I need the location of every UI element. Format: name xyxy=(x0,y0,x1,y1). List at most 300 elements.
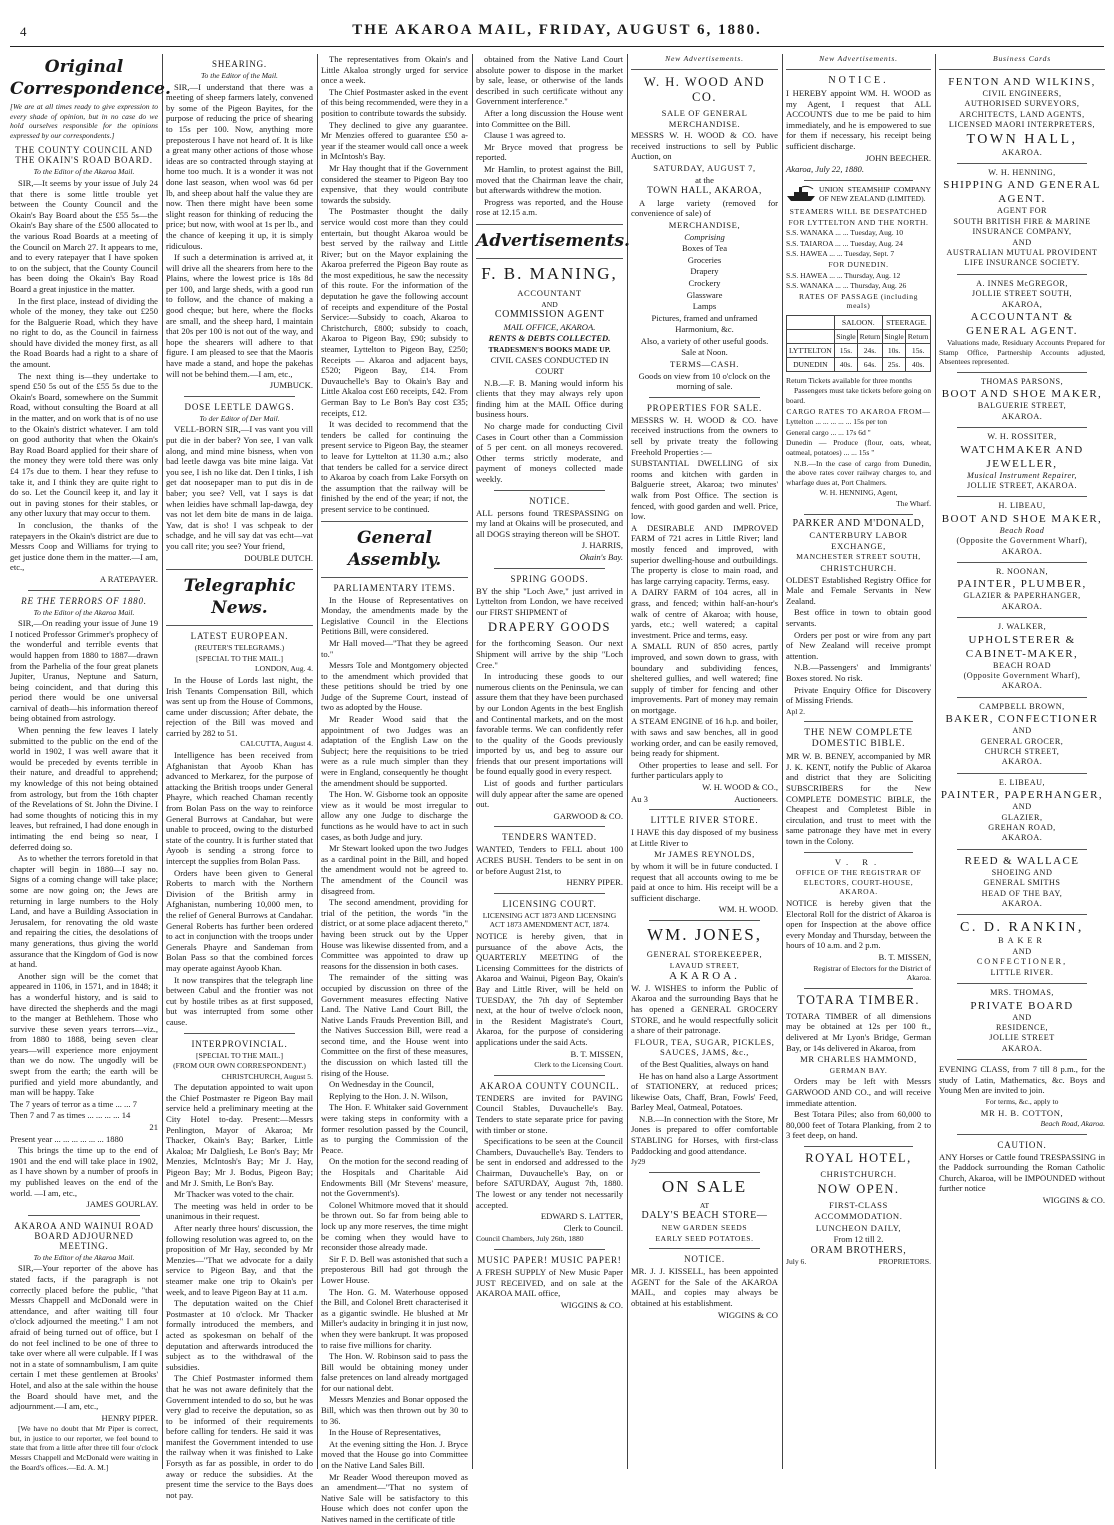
business-card xyxy=(939,75,1105,158)
card-line: BAKER xyxy=(998,936,1046,946)
table-header-cell: Return xyxy=(858,329,883,343)
card-line: UPHOLSTERER & CABINET-MAKER, xyxy=(965,633,1079,660)
letter-salutation: To the Editor of the Akaroa Mail. xyxy=(33,607,135,617)
card-line: GREHAN ROAD, xyxy=(988,823,1056,833)
card-line: CONFECTIONER, xyxy=(976,957,1068,967)
ad-date: Jy29 xyxy=(631,1157,646,1167)
divider xyxy=(28,590,140,591)
column-divider xyxy=(935,54,936,1469)
card-line: BAKER, CONFECTIONER xyxy=(945,713,1099,726)
divider xyxy=(804,721,913,722)
table-header-cell xyxy=(787,329,835,343)
ad-paragraph: He has on hand also a Large Assortment of STATIONERY, at reduced prices; likewise Oats, Chaff, Bran, Fowls' Feed, Barley Meal, Oatmeal, Potatoes. xyxy=(631,1070,778,1113)
news-paragraph: The second amendment, providing for trial of the petition, the words "in the district, or at some place adjacent thereto," having been struck out by the Upper House was likewise dissented from, and a Committee was appointed to draw up reasons for the dissension in both cases. xyxy=(321,897,468,971)
ad-line: AND xyxy=(541,299,558,309)
business-name: CAMPBELL BROWN, xyxy=(979,701,1065,711)
sailing-line: S.S. WANAKA ... ... Thursday, Aug. 26 xyxy=(786,281,907,291)
ad-line: Mr JAMES REYNOLDS, xyxy=(654,849,755,860)
cargo-rate: Dunedin — Produce (flour, oats, wheat, oatmeal, potatoes) ... ... 15s " xyxy=(786,438,931,458)
business-name: H. LIBEAU, xyxy=(998,501,1046,511)
dateline: CALCUTTA, August 4. xyxy=(240,739,313,749)
column-1 xyxy=(10,54,171,1472)
calculation-line: Present year ... ... ... ... ... ... 1880 xyxy=(10,1133,124,1144)
ad-line: MERCHANDISE, xyxy=(668,219,741,230)
letter-paragraph: In conclusion, the thanks of the ratepayers in the Okain's district are due to Messrs Coop and Williams for trying to get justice done them in the matter.—I am, etc., xyxy=(10,519,158,573)
steamship-icon xyxy=(786,186,816,202)
ad-paragraph: Best office in town to obtain good servants. xyxy=(786,607,931,628)
card-line: AKAROA. xyxy=(1001,757,1043,767)
ad-heading: LICENSING COURT. xyxy=(502,898,597,909)
letter-title: RE THE TERRORS OF 1880. xyxy=(21,595,147,606)
sale-item: Drapery xyxy=(690,266,719,277)
ad-heading: LITTLE RIVER STORE. xyxy=(650,815,759,826)
letter-signature: DOUBLE DUTCH. xyxy=(244,552,313,563)
ad-paragraph: Orders may be left with Messrs GARWOOD AND CO., and will receive immediate attention. xyxy=(786,1076,931,1108)
ad-signature: EDWARD S. LATTER, xyxy=(540,1211,623,1222)
ad-line: EARLY SEED POTATOES. xyxy=(655,1233,754,1243)
column-header: New Advertisements. xyxy=(819,54,898,63)
news-paragraph: The remainder of the sitting was occupied by discussion on three of the Government measures effecting Native Land. The Native Land Court Bill, the Native Lands Frauds Prevention Bill, and the Natives Succession Bill, were read a second time, and the House went into Committee on the first of these measures, the discussion on which lasted till the rising of the House. xyxy=(321,972,468,1078)
table-cell: 64s. xyxy=(858,357,883,371)
news-paragraph: Mr Hay thought that if the Government considered the steamer to Pigeon Bay too expensive, that they would contribute towards the subsidy. xyxy=(321,162,468,205)
ad-line: Return Tickets available for three months xyxy=(786,375,912,385)
divider xyxy=(957,983,1087,984)
card-line: GLAZIER, xyxy=(1001,812,1043,822)
table-cell: 40s. xyxy=(906,357,931,371)
ad-signature: The Wharf. xyxy=(896,499,931,508)
divider xyxy=(957,697,1087,698)
table-cell: LYTTELTON xyxy=(787,343,835,357)
card-line: AKAROA. xyxy=(1001,899,1043,909)
sale-item: Boxes of Tea xyxy=(681,243,728,254)
ad-line: STEAMERS WILL BE DESPATCHED xyxy=(789,206,928,216)
card-line: ARCHITECTS, LAND AGENTS, xyxy=(959,109,1085,119)
card-line: LITTLE RIVER. xyxy=(990,967,1054,977)
sale-item: Glassware xyxy=(686,289,723,300)
card-line: AND xyxy=(1012,1012,1032,1022)
ad-paragraph: TOTARA TIMBER of all dimensions may be obtained at 12s per 100 ft., delivered at Mr Lyon's Bridge, German Bay, or 14s delivered in Akaroa, from xyxy=(786,1010,931,1053)
card-line: PRIVATE BOARD xyxy=(970,999,1074,1012)
news-paragraph: After a long discussion the House went into Committee on the Bill. xyxy=(476,107,623,129)
dateline: CHRISTCHURCH, August 5. xyxy=(221,1071,313,1081)
letter-paragraph: The next thing is—they undertake to spend £50 5s out of the £55 5s due to the Okain's Board, somewhere on the Summit Road, without consulting the Board at all in the matter, and on work that is of no use to the Okain's district whatever. I am told on good authority that when the Okain's Bay Road Board applied for their share of the money they were told there was only £4 17s due to them. I hear they refuse to take it, and I think they are quite right to do so. Let the Council keep it, and lay it out in paving stones for their stables, or any other luxury that may occur to them. xyxy=(10,370,158,519)
news-paragraph: In the House of Representatives on Monday, the amendments made by the Legislative Council in the Elections Petitions Bill, were considered. xyxy=(321,594,468,637)
letter-paragraph: VELL-BORN SIR,—I vas vant you vill put die in der baber? Yon see, I van valk along, and mind mine bisness, when von bad leetle dawga vas bite mine laiga. Vat you see, I ish no like dat. Den I tinks, I ish get dat noosepaper man to put dis in de baber; you see? Vell, vat I says is dat when leidies have schmall lap-dawga, dey vas not let dem bite de mans in de laiga. Yaw, dat is sho! I vas schpeak to der schadge, and he vill say dat vas echt—vat you call rite; you see? Your friend, xyxy=(166,424,313,551)
ad-line: From 12 till 2. xyxy=(833,1234,884,1245)
ad-paragraph: for the forthcoming Season. Our next Shipment will arrive by the ship "Loch Cree." xyxy=(476,638,623,670)
property-listing: SUBSTANTIAL DWELLING of six rooms and kitchen with garden in Balguerie street, Akaroa; two minutes' walk from Post Office. The section is fenced, with good garden and well. Price, low. xyxy=(631,458,778,522)
ad-paragraph: List of goods and further particulars will duly appear after the same are opened out. xyxy=(476,778,623,810)
royal-cipher: V. R. xyxy=(834,856,883,867)
ad-line: MR H. B. COTTON, xyxy=(980,1107,1064,1118)
news-paragraph: Messrs Menzies and Bonar opposed the Bill, which was then thrown out by 30 to to 36. xyxy=(321,1394,468,1426)
ad-paragraph: MESSRS W. H. WOOD & CO. have received instructions to sell by Public Auction, on xyxy=(631,130,778,162)
card-line: SHIPPING AND GENERAL AGENT. xyxy=(943,179,1101,206)
news-paragraph: After nearly three hours' discussion, the following resolution was agreed to, on the proposition of Mr Hay, seconded by Mr Menzies—"That we advocate for a daily service to Pigeon Bay, and that the steamer make one trip to Okain's per week, and to leave Pigeon Bay at 11 a.m. xyxy=(166,1223,313,1297)
ad-heading: PROPERTIES FOR SALE. xyxy=(646,402,763,413)
ad-heading: TENDERS WANTED. xyxy=(502,832,597,843)
business-card xyxy=(939,702,1105,768)
card-line: GLAZIER & PAPERHANGER, xyxy=(963,591,1081,601)
column-3 xyxy=(321,54,468,1524)
news-paragraph: At the evening sitting the Hon. J. Bryce moved that the House go into Committee on the Native Land Sales Bill. xyxy=(321,1438,468,1471)
business-card xyxy=(939,622,1105,692)
advertiser-name: W. H. WOOD AND CO. xyxy=(643,75,766,104)
ad-paragraph: Other properties to lease and sell. For further particulars apply to xyxy=(631,759,778,781)
ad-line: COMMISSION AGENT xyxy=(494,309,605,321)
ad-signature: Registrar of Electors for the District of Akaroa. xyxy=(813,963,931,983)
steamship-header xyxy=(786,185,931,204)
card-line: BALGUERIE STREET, xyxy=(977,401,1067,411)
ad-heading: OFFICE OF THE REGISTRAR OF ELECTORS, COURT-HOUSE, AKAROA. xyxy=(795,868,922,897)
ad-paragraph: ALL persons found TRESPASSING on my land at Okains will be prosecuted, and all DOGS straying thereon will be SHOT. xyxy=(476,507,623,539)
news-subheading: INTERPROVINCIAL. xyxy=(191,1038,288,1049)
ad-line: RENTS & DEBTS COLLECTED. xyxy=(488,333,611,344)
divider xyxy=(166,625,313,626)
news-source: [SPECIAL TO THE MAIL.] xyxy=(195,1050,284,1060)
ad-line: For terms, &c., apply to xyxy=(985,1096,1059,1106)
card-line: LICENSED MAORI INTERPRETERS, xyxy=(948,120,1096,130)
divider xyxy=(494,568,605,569)
divider xyxy=(28,1215,140,1216)
divider xyxy=(476,224,623,225)
business-name: C. D. RANKIN, xyxy=(960,920,1084,936)
ad-paragraph: A FRESH SUPPLY of New Music Paper JUST RECEIVED, and on sale at the AKAROA MAIL office, xyxy=(476,1267,623,1299)
card-line: CHURCH STREET, xyxy=(984,747,1060,756)
letter-title: SHEARING. xyxy=(212,59,267,69)
sailing-line: S.S. TAIAROA ... ... Tuesday, Aug. 24 xyxy=(786,238,903,248)
card-line: AND xyxy=(1012,726,1032,736)
ad-line: LICENSING ACT 1873 AND LICENSING ACT 1873 AMENDMENT ACT, 1874. xyxy=(482,910,617,930)
ad-heading: AKAROA COUNTY COUNCIL. xyxy=(479,1080,620,1091)
card-line: AUTHORISED SURVEYORS, xyxy=(964,99,1080,109)
column-divider xyxy=(162,54,163,1469)
sailing-line: S.S. HAWEA ... ... Tuesday, Sept. 7 xyxy=(786,249,895,259)
sale-item: Lamps xyxy=(692,301,717,312)
ad-heading: NOTICE. xyxy=(684,1254,725,1265)
card-line: SHOEING AND xyxy=(991,867,1053,877)
card-line: BOOT AND SHOE MAKER, xyxy=(941,388,1103,401)
news-paragraph: On Wednesday in the Council, xyxy=(329,1079,434,1090)
table-cell: 10s. xyxy=(882,343,905,357)
news-paragraph: Mr Hamlin, to protest against the Bill, moved that the Chairman leave the chair, but afterwards withdrew the motion. xyxy=(476,163,623,196)
ad-heading: MUSIC PAPER! MUSIC PAPER! xyxy=(477,1255,622,1266)
table-cell: 25s. xyxy=(882,357,905,371)
business-name: THOMAS PARSONS, xyxy=(980,376,1064,386)
ad-line: CHRISTCHURCH. xyxy=(820,562,897,573)
ad-heading: SALE OF GENERAL MERCHANDISE. xyxy=(661,108,748,129)
divider xyxy=(957,496,1087,497)
news-source: (FROM OUR OWN CORRESPONDENT.) xyxy=(173,1061,306,1071)
table-header-cell: STEERAGE. xyxy=(882,315,930,329)
business-card xyxy=(939,432,1105,491)
card-line: Musical Instrument Repairer, xyxy=(967,470,1077,480)
ad-display-line: TOTARA TIMBER. xyxy=(796,992,921,1007)
letter-paragraph: Another sign will be the comet that appeared in 1106, in 1571, and in 1848; it has a wonderful history, and is said to have directed the shepherds and the magi to the manger at Bethlehem. Those who survive these seven years terrors—viz., from 1880 to 1888, being seven clear years—will experience more enjoyment than we do now. The ungodly will be swept from the earth; the earth will be purified and yield more abundantly, and man will be happy. Take xyxy=(10,970,158,1098)
letter-salutation: To the Editor of the Akaroa Mail. xyxy=(33,167,135,177)
divider xyxy=(957,163,1087,164)
column-4 xyxy=(476,54,630,1469)
ad-paragraph: Orders per post or wire from any part of New Zealand will receive prompt attention. xyxy=(786,629,931,661)
ad-line: GENERAL STOREKEEPER, xyxy=(646,948,763,959)
news-paragraph: The deputation waited on the Chief Postmaster at 10 o'clock. Mr Thacker formally introduced the members, and acted as spokesman on behalf of the deputation and afterwards introduced the subject as to the withdrawal of the subsidies. xyxy=(166,1298,313,1372)
ad-paragraph: EVENING CLASS, from 7 till 8 p.m., for the study of Latin, Mathematics, &c. Boys and Young Men are invited to join. xyxy=(939,1064,1105,1096)
advertiser-name: ROYAL HOTEL, xyxy=(805,1150,912,1165)
divider xyxy=(804,988,913,989)
ad-line: FOR LYTTELTON AND THE NORTH. xyxy=(788,217,929,227)
divider xyxy=(321,521,468,522)
card-line: HEAD OF THE BAY, xyxy=(981,888,1063,898)
ad-paragraph: I HAVE this day disposed of my business at Little River to xyxy=(631,827,778,848)
letter-signature: A RATEPAYER. xyxy=(99,573,158,584)
ad-signature: J. HARRIS, xyxy=(581,540,623,551)
section-heading-advertisements: Advertisements. xyxy=(476,230,630,251)
card-line: SOUTH BRITISH FIRE & MARINE INSURANCE COMPANY, xyxy=(953,216,1091,237)
column-divider xyxy=(627,54,628,1469)
ad-display-line: ON SALE xyxy=(661,1176,748,1196)
letter-signature: JAMES GOURLAY. xyxy=(86,1199,158,1210)
news-paragraph: Sir F. D. Bell was astonished that such a preposterous Bill had got through the Lower House. xyxy=(321,1253,468,1285)
ad-signature: HENRY PIPER. xyxy=(566,877,623,888)
news-paragraph: The Hon. W. Robinson said to pass the Bill would be obtaining money under false pretences on land already mortgaged for our national debt. xyxy=(321,1351,468,1393)
divider xyxy=(957,617,1087,618)
letter-salutation: To der Editor of Der Mail. xyxy=(199,413,280,423)
ad-paragraph: A large variety (removed for convenience of sale) of xyxy=(631,197,778,219)
card-line: AND xyxy=(1012,946,1032,956)
divider xyxy=(804,1146,913,1147)
editor-note: [We have no doubt that Mr Piper is correct, but, in justice to our reporter, we feel bound to state that from a little after three till four o'clock Messrs Chappell and McDonald were waiting in the Board's offices.—Ed. A. M.] xyxy=(10,1424,158,1472)
column-2 xyxy=(166,54,313,1500)
table-cell: 15s. xyxy=(906,343,931,357)
card-line: (Opposite Government Wharf), xyxy=(963,670,1081,680)
news-paragraph: Mr Reader Wood thereupon moved as an amendment—"That no system of Native Sale will be satisfactory to this House which does not confer upon the Natives named in the certificate of title xyxy=(321,1471,468,1524)
column-7 xyxy=(939,54,1105,1469)
sale-item: Groceries xyxy=(687,254,722,265)
property-listing: A DAIRY FARM of 104 acres, all in grass, and fenced; within half-an-hour's walk of centre of Akaroa; with house, yards, etc.; well watered; a capital investment. Price and terms, easy. xyxy=(631,587,778,640)
ad-line: of the Best Qualities, always on hand xyxy=(640,1058,769,1069)
letter-title: AKAROA AND WAINUI ROAD BOARD ADJOURNED MEETING. xyxy=(14,1220,154,1251)
news-paragraph: obtained from the Native Land Court absolute power to dispose in the market by sale, lease, or otherwise of the lands described in such certificate without any Government interference." xyxy=(476,54,623,107)
divider xyxy=(649,1172,760,1173)
card-line: AKAROA, xyxy=(1001,299,1043,309)
divider xyxy=(957,1134,1087,1135)
ad-line: Also, a variety of other useful goods. xyxy=(640,335,769,346)
card-line: JOLLIE STREET, AKAROA. xyxy=(967,480,1077,490)
ad-line: FLOUR, TEA, SUGAR, PICKLES, SAUCES, JAMS, &c., xyxy=(634,1036,775,1058)
divider xyxy=(649,397,760,398)
card-line: AGENT FOR xyxy=(996,206,1048,216)
news-paragraph: Mr Thacker was voted to the chair. xyxy=(174,1189,294,1200)
news-paragraph: They declined to give any guarantee. Mr Menzies offered to guarantee £50 a-year if the steamer would call once a week in McIntosh's Bay. xyxy=(321,119,468,162)
card-line: AND xyxy=(1012,802,1032,812)
divider xyxy=(494,826,605,827)
ad-heading: CAUTION. xyxy=(997,1139,1047,1150)
ad-signature: PROPRIETORS. xyxy=(878,1257,931,1267)
business-card xyxy=(939,854,1105,910)
ad-signature: GARWOOD & CO. xyxy=(553,810,623,821)
newspaper-title: THE AKAROA MAIL, FRIDAY, AUGUST 6, 1880. xyxy=(352,22,762,38)
card-line: GENERAL GROCER, xyxy=(980,736,1064,746)
ad-line: FOR DUNEDIN. xyxy=(828,259,889,269)
table-header-cell: Single xyxy=(834,329,857,343)
news-paragraph: Mr Hall moved—"That they be agreed to." xyxy=(321,637,468,659)
business-name: J. WALKER, xyxy=(997,622,1047,632)
card-line: AKAROA. xyxy=(1001,546,1043,556)
news-paragraph: The meeting was held in order to be unanimous in their request. xyxy=(166,1200,313,1222)
ad-paragraph: N.B.—Passengers' and Immigrants' Boxes stored. No risk. xyxy=(786,662,931,683)
passage-rates-table xyxy=(786,315,931,372)
ad-paragraph: MR. J. J. KISSELL, has been appointed AGENT for the Sale of the AKAROA MAIL, and copies may always be obtained at his establishment. xyxy=(631,1266,778,1308)
cargo-rate: General cargo ... ... 17s 6d " xyxy=(786,427,871,437)
divider xyxy=(957,562,1087,563)
card-line: ACCOUNTANT & GENERAL AGENT. xyxy=(966,311,1078,338)
divider xyxy=(957,773,1087,774)
letter-paragraph: As to whether the terrors foretold in that chapter will begin in 1880—I say no. Signs of a coming change will take place; some are now going on; the Jews are returning in large numbers to the Holy Land, and have a Building Association in Jerusalem, for renovating the old waste and repairing the cities, the desolations of many generations, thus giving the world assurance that the Kingdom of God is now at hand. xyxy=(10,853,158,970)
section-heading-assembly: General Assembly. xyxy=(347,527,442,570)
ad-line: RATES OF PASSAGE (including meals) xyxy=(798,291,919,311)
ad-display-line: DRAPERY GOODS xyxy=(488,620,611,635)
table-row xyxy=(787,329,931,343)
ad-paragraph: In introducing these goods to our numerous clients on the Peninsula, we can assure them that they have been purchased by our London Agents in the best English and Continental markets, and on the most favorable terms. We can confidently refer to the quality of the Goods previously imported by us, and beg to assure our friends that our present importations will be found equally good in every respect. xyxy=(476,671,623,777)
property-listing: A SMALL RUN of 850 acres, partly improved, and sown down to grass, with boundary and subdividing fences, sheltered gullies, and well watered; fine supply of timber for fencing and other improvements. Part of money may remain on mortgage. xyxy=(631,641,778,715)
card-line: JOLLIE STREET xyxy=(989,1033,1055,1043)
news-paragraph: Clause 1 was agreed to. xyxy=(484,130,566,141)
divider xyxy=(166,569,313,570)
news-source: [SPECIAL TO THE MAIL.] xyxy=(195,653,284,663)
ad-paragraph: N.B.—In connection with the Store, Mr Jones is prepared to offer comfortable STABLING for Horses, with first-class Paddocking and good attendance. xyxy=(631,1113,778,1156)
ad-paragraph: OLDEST Established Registry Office for Male and Female Servants in New Zealand. xyxy=(786,574,931,606)
card-line: AKAROA. xyxy=(1001,833,1043,843)
card-line: AKAROA. xyxy=(1001,147,1043,157)
card-line: Valuations made, Residuary Accounts Prepared for Stamp Office, Partnership Accounts adjusted, Absentees represented. xyxy=(939,338,1105,367)
divider xyxy=(786,69,931,70)
ad-date: July 6. xyxy=(786,1257,807,1267)
card-line: AUSTRALIAN MUTUAL PROVIDENT LIFE INSURANCE SOCIETY. xyxy=(946,248,1098,268)
sale-item: Crockery xyxy=(688,277,721,288)
ad-display-line: NOW OPEN. xyxy=(817,1182,900,1197)
ad-signature: W. H. WOOD & CO., xyxy=(702,782,778,793)
sailing-line: S.S. HAWEA ... ... Thursday, Aug. 12 xyxy=(786,270,901,280)
card-line: TOWN HALL, xyxy=(966,131,1078,147)
ad-signature: JOHN BEECHER. xyxy=(865,152,931,163)
card-line: (Opposite the Government Wharf), xyxy=(956,536,1088,546)
ad-signature: W. H. HENNING, Agent, xyxy=(819,488,898,498)
table-cell: 15s. xyxy=(834,343,857,357)
divider xyxy=(494,490,605,491)
ad-line: CHRISTCHURCH. xyxy=(820,1168,897,1179)
business-name: MRS. THOMAS, xyxy=(990,988,1054,998)
ad-line: AKAROA. xyxy=(669,970,740,983)
divider xyxy=(649,1248,760,1249)
divider xyxy=(184,1033,295,1034)
news-paragraph: Mr Stewart looked upon the two Judges as a cardinal point in the Bill, and hoped the amendment would not be agreed to. The amendment of the Council was disagreed from. xyxy=(321,843,468,896)
ad-signature: B. T. MISSEN, xyxy=(570,1048,623,1059)
editorial-disclaimer: [We are at all times ready to give expression to every shade of opinion, but in no case do we hold ourselves responsible for the opinions expressed by our correspondents.] xyxy=(10,102,158,140)
card-line: PAINTER, PAPERHANGER, xyxy=(940,789,1104,802)
ad-line: at the xyxy=(695,174,714,185)
card-line: AND xyxy=(1012,237,1032,247)
table-header-cell xyxy=(787,315,835,329)
column-divider xyxy=(317,54,318,1469)
letter-paragraph: If such a determination is arrived at, it will drive all the shearers from here to the Plains, where the lowest price is 18s 8d per 100, and large sheds, with a good run to follow, and the chance of making a good cheque; but here, where the flocks are small, and the sheep hard, I maintain that 20s per 100 is not out of the way, and hope the shearers will adhere to that figure. I am pleased to see that the Maoris have made a stand, and hope the pakehas will not be behind them.—I am, etc., xyxy=(166,252,313,379)
ad-heading: THE NEW COMPLETE DOMESTIC BIBLE. xyxy=(804,727,913,750)
letter-paragraph: When penning the few leaves I lately submitted to the public on the end of the world in 1902, I was well aware that it would be preceded by events terrible in their nature, and dreadful to apprehend; my knowledge of this not being obtained from astrology, but from the 16th chapter of the Revelations of St. John the Divine. I had some thoughts of noticing this in my leaves, but refrained, I had done enough in intimating the end being so near, I deferred doing so. xyxy=(10,725,158,852)
news-paragraph: The Hon. W. Gisborne took an opposite view as it would be most irregular to allow any one Judge to discharge the functions as he would have to act in such cases, as both Judge and jury. xyxy=(321,789,468,842)
ad-paragraph: Private Enquiry Office for Discovery of Missing Friends. xyxy=(786,684,931,706)
news-paragraph: In the House of Lords last night, the Irish Tenants Compensation Bill, which was sent up from the House of Commons, came under discussion; After debate, the rejection of the Bill was moved and carried by 282 to 51. xyxy=(166,674,313,738)
column-5 xyxy=(631,54,778,1469)
business-card xyxy=(939,279,1105,367)
ad-heading: NOTICE. xyxy=(529,495,570,506)
divider xyxy=(957,372,1087,373)
divider xyxy=(321,577,468,578)
table-cell: DUNEDIN xyxy=(787,357,835,371)
card-line: CIVIL ENGINEERS, xyxy=(982,89,1062,98)
section-heading-telegraphic: Telegraphic News. xyxy=(183,576,296,619)
ad-paragraph: Specifications to be seen at the Council Chambers, Duvauchelle's Bay. Tenders to be sent in endorsed and addressed to the Chairman, Duvauchelle's Bay, on or before SATURDAY, August 7th, 1880. The lowest or any tender not necessarily accepted. xyxy=(476,1136,623,1210)
card-line: PAINTER, PLUMBER, xyxy=(957,578,1087,591)
cargo-rate: Lyttelton ... ... ... ... ... 15s per ton xyxy=(786,417,888,427)
ad-line: Goods on view from 10 o'clock on the morning of sale. xyxy=(638,370,771,392)
divider xyxy=(494,1249,605,1250)
ad-line: TOWN HALL, AKAROA, xyxy=(646,185,763,197)
ad-paragraph: MESSRS W. H. WOOD & CO. have received instructions from the owners to sell by private treaty the following Freehold Properties :— xyxy=(631,414,778,457)
dateline: LONDON, Aug. 4. xyxy=(254,664,313,674)
ad-line: TRADESMEN'S BOOKS MADE UP. xyxy=(488,344,611,354)
column-divider xyxy=(472,54,473,1469)
table-header-cell: Single xyxy=(882,329,905,343)
table-row xyxy=(787,315,931,329)
ad-heading: NOTICE. xyxy=(828,75,889,86)
letter-paragraph: This brings the time up to the end of 1901 and the end will take place in 1902, as I have shown by a number of proofs in my published leaves on the end of the world. —I am, etc., xyxy=(10,1145,158,1198)
divider xyxy=(957,274,1087,275)
news-subheading: LATEST EUROPEAN. xyxy=(190,631,289,642)
column-header: Business Cards xyxy=(993,54,1051,63)
news-subheading: PARLIAMENTARY ITEMS. xyxy=(333,582,456,593)
news-paragraph: The Chief Postmaster asked in the event of this being recommended, were they in a position to contribute towards the subsidy. xyxy=(321,86,468,118)
ad-line: MAIL OFFICE, AKAROA. xyxy=(503,321,596,332)
ad-line: SATURDAY, AUGUST 7, xyxy=(653,162,756,173)
news-paragraph: Mr Bryce moved that progress be reported. xyxy=(476,141,623,163)
card-line: RESIDENCE, xyxy=(995,1022,1049,1032)
column-header: New Advertisements. xyxy=(665,54,744,63)
news-paragraph: On the motion for the second reading of the Hospitals and Charitable Aid Endowments Bill (Mr Stevens' measure, not the Government's). xyxy=(321,1156,468,1199)
news-source: (REUTER'S TELEGRAMS.) xyxy=(194,643,285,653)
news-paragraph: In the House of Representatives, xyxy=(329,1427,441,1438)
ad-line: Passengers must take tickets before going on board. xyxy=(786,386,931,406)
news-paragraph: Intelligence has been received from Afghanistan that Ayoob Khan has advanced to Merkarez, for the purpose of attacking the British troops under General Phayre, which reached Chaman recently from Bolan Pass on the way to reinforce General Burrows at Candahar, but were unable to proceed, owing to the disturbed state of the country. It is further stated that Ayoob is sending a strong force to intercept the supplies from Bolan Pass. xyxy=(166,750,313,866)
ad-signature-row xyxy=(786,1257,931,1267)
business-name: A. INNES McGREGOR, xyxy=(976,278,1068,288)
ad-line: TERMS—CASH. xyxy=(670,359,739,370)
divider xyxy=(494,1075,605,1076)
news-paragraph: Progress was reported, and the House rose at 12.15 a.m. xyxy=(476,196,623,218)
ad-signature: Okain's Bay. xyxy=(579,551,623,562)
ad-line: FIRST-CLASS ACCOMMODATION. xyxy=(814,1200,903,1222)
ad-signature: WM. H. WOOD. xyxy=(718,904,778,915)
business-name: REED & WALLACE xyxy=(964,854,1080,867)
sale-item: Pictures, framed and unframed xyxy=(651,312,758,323)
property-listing: A STEAM ENGINE of 16 h.p. and boiler, with saws and saw benches, all in good working order, and can be easily removed, being ready for shipment. xyxy=(631,716,778,759)
card-line: AKAROA. xyxy=(1001,1043,1043,1053)
table-header-cell: Return xyxy=(906,329,931,343)
property-listing: A DESIRABLE AND IMPROVED FARM of 721 acres in Little River; land mostly fenced and improved, with superior dwelling-house and outbuildings. The property is close to main road, and has large carrying capacity. Terms, easy. xyxy=(631,522,778,586)
news-paragraph: It was decided to recommend that the tenders be called for continuing the present service to Pigeon Bay, the steamer to leave for Lyttelton at 11.30 a.m.; also that tenders be called for a service direct to Akaroa by coach from Lake Forsyth on the assumption that the railway will be finished by the end of the year; if not, the present service to be continued. xyxy=(321,419,468,514)
ad-paragraph: N.B.—F. B. Maning would inform his clients that they may always rely upon finding him at the MAIL Office during business hours. xyxy=(476,377,623,420)
ad-signature: Clerk to the Licensing Court. xyxy=(534,1060,623,1070)
business-card xyxy=(939,919,1105,978)
business-card xyxy=(939,377,1105,422)
